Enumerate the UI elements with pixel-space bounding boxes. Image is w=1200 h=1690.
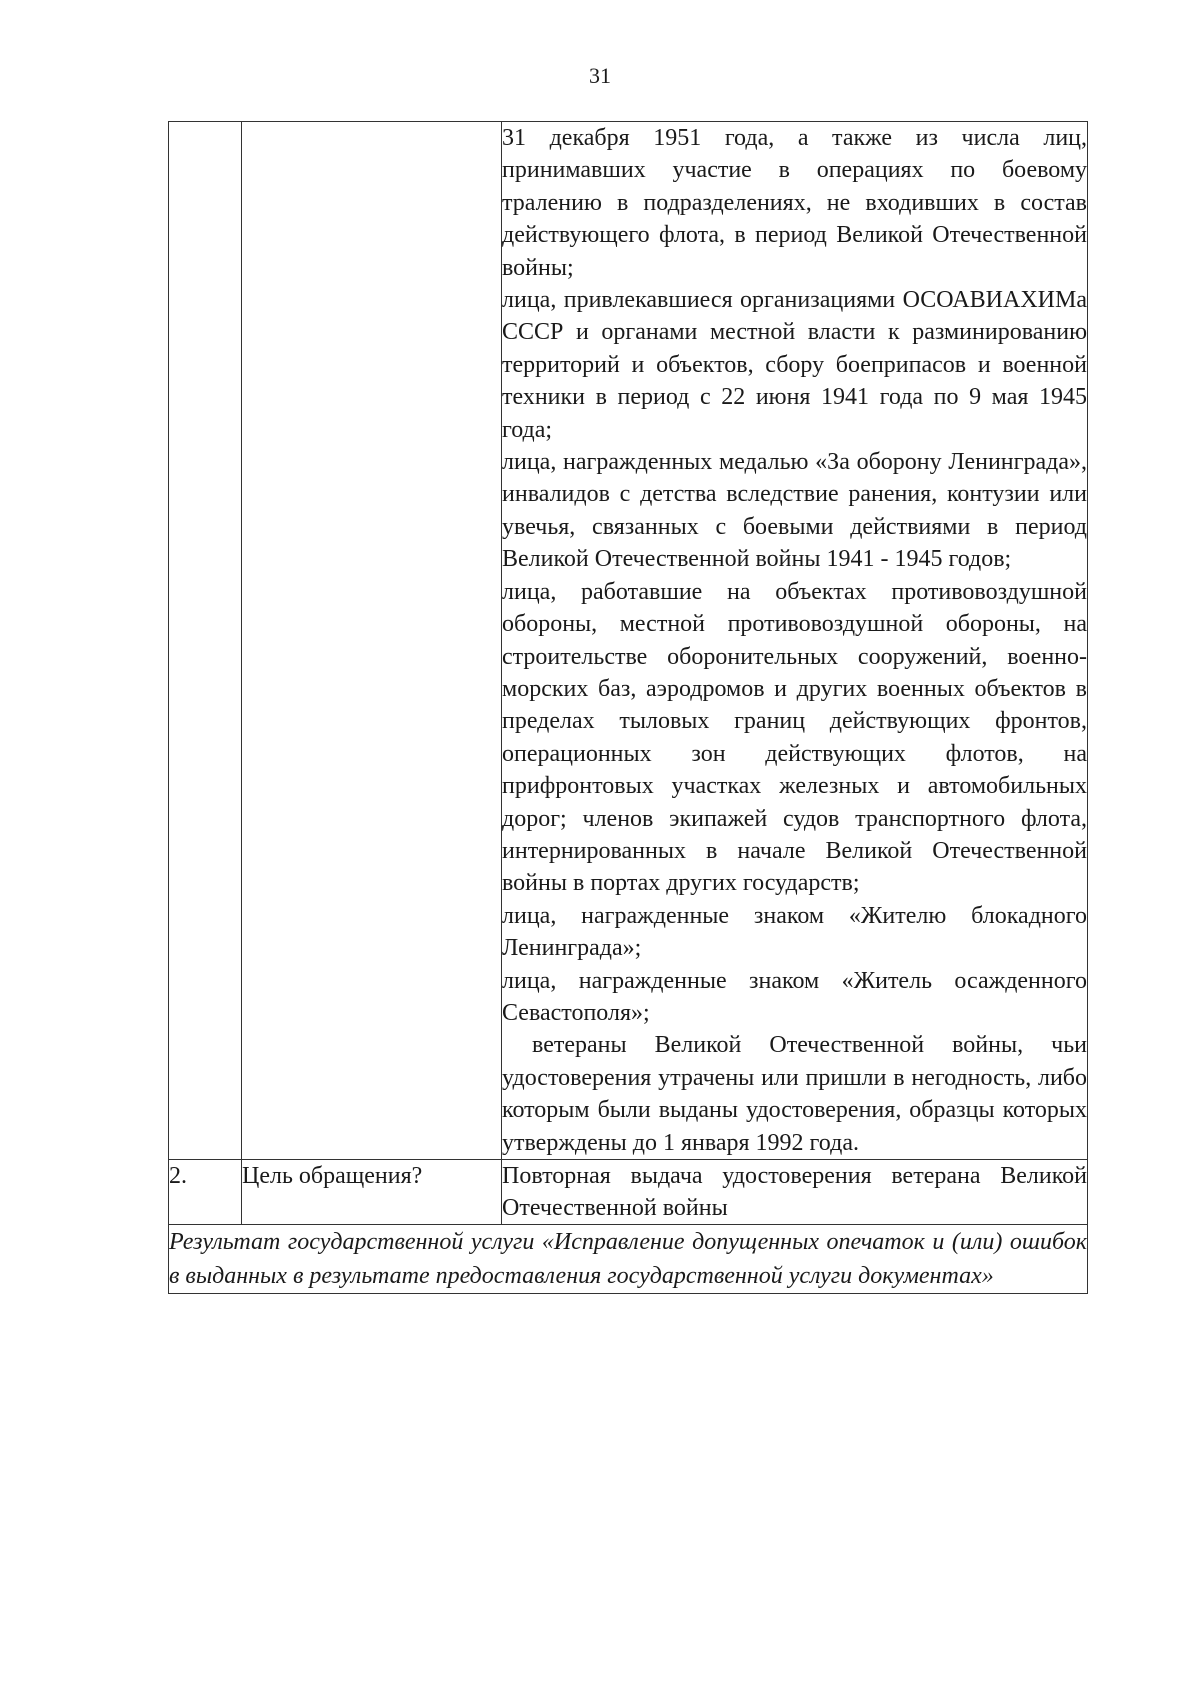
question-text: Цель обращения? (242, 1160, 502, 1225)
result-heading: Результат государственной услуги «Исправление допущенных опечаток и (или) ошибок в выданных в результате предоставления государственной услуги документах» (169, 1225, 1088, 1294)
category-paragraph: ветераны Великой Отечественной войны, чьи удостоверения утрачены или пришли в негодность, либо которым были выданы удостоверения, образцы которых утверждены до 1 января 1992 года. (502, 1032, 1087, 1156)
category-paragraph: лица, работавшие на объектах противовоздушной обороны, местной противовоздушной обороны, на строительстве оборонительных сооружений, военно-морских баз, аэродромов и других военных объектов в пределах тыловых границ действующих фронтов, операционных зон действующих флотов, на прифронтовых участках железных и автомобильных дорог; членов экипажей судов транспортного флота, интернированных в начале Великой Отечественной войны в портах других государств; (502, 578, 1087, 897)
table-row (169, 122, 1088, 1160)
row-number: 2. (169, 1160, 242, 1225)
table-row (169, 1225, 1088, 1294)
category-paragraph: лица, привлекавшиеся организациями ОСОАВИАХИМа СССР и органами местной власти к разминированию территорий и объектов, сбору боеприпасов и военной техники в период с 22 июня 1941 года по 9 мая 1945 года; (502, 287, 1087, 443)
number-cell-empty (169, 122, 242, 1160)
category-paragraph: лица, награжденные знаком «Житель осажденного Севастополя»; (502, 967, 1087, 1026)
question-cell-empty (242, 122, 502, 1160)
category-paragraph: лица, награжденных медалью «За оборону Ленинграда», инвалидов с детства вследствие ранения, контузии или увечья, связанных с боевыми действиями в период Великой Отечественной войны 1941 - 1945 годов; (502, 449, 1087, 573)
page-number: 31 (589, 63, 611, 88)
answer-text: Повторная выдача удостоверения ветерана Великой Отечественной войны (502, 1160, 1088, 1225)
categories-list (502, 122, 1087, 1159)
document-table (168, 121, 1088, 1294)
category-paragraph: 31 декабря 1951 года, а также из числа лиц, принимавших участие в операциях по боевому тралению в подразделениях, не входивших в состав действующего флота, в период Великой Отечественной войны; (502, 125, 1087, 281)
category-paragraph: лица, награжденные знаком «Жителю блокадного Ленинграда»; (502, 902, 1087, 962)
table-row (169, 1160, 1088, 1225)
categories-cell (502, 122, 1088, 1160)
